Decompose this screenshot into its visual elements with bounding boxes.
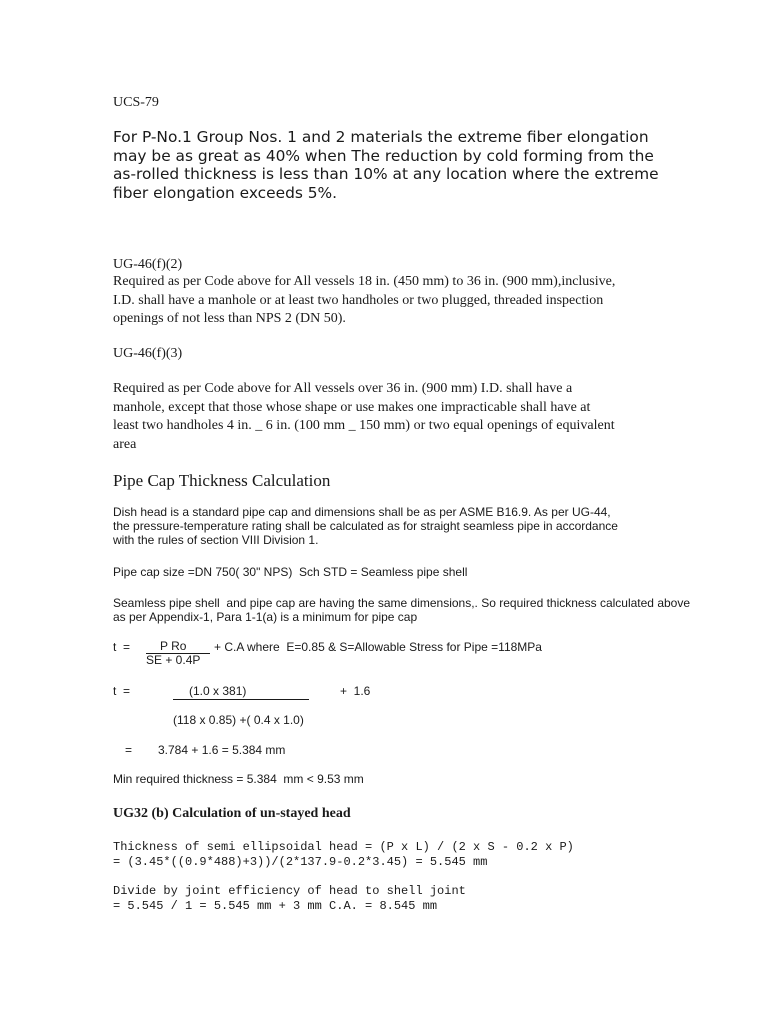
pipe-cap-paragraph-3: Seamless pipe shell and pipe cap are having the same dimensions,. So required thickness calculated above as per Appendix-1, Para 1-1(a) is a minimum for pipe cap xyxy=(113,596,691,624)
formula1-rest: + C.A where E=0.85 & S=Allowable Stress for Pipe =118MPa xyxy=(214,640,542,654)
pipe-cap-paragraph-1: Dish head is a standard pipe cap and dimensions shall be as per ASME B16.9. As per UG-44, the pressure-temperature rating shall be calculated as for straight seamless pipe in accordance with the rules of section VIII Division 1. xyxy=(113,505,618,547)
pipe-cap-title: Pipe Cap Thickness Calculation xyxy=(113,471,331,490)
ucs79-heading: UCS-79 xyxy=(113,95,159,110)
result-equals: = xyxy=(125,743,133,757)
ug46f3-heading: UG-46(f)(3) xyxy=(113,346,183,361)
result-value: 3.784 + 1.6 = 5.384 mm xyxy=(158,743,286,757)
ug46f3-paragraph: Required as per Code above for All vessels over 36 in. (900 mm) I.D. shall have a manhole, except that those whose shape or use makes one impracticable shall have at least two handholes 4 in. _ 6 in. (100 mm _ 150 mm) or two equal openings of equivalent area xyxy=(113,381,615,452)
formula2-numerator: (1.0 x 381) xyxy=(189,684,247,698)
formula1-lhs: t = xyxy=(113,640,131,654)
formula2-plus: + 1.6 xyxy=(340,684,371,698)
ug32-title: UG32 (b) Calculation of un-stayed head xyxy=(113,806,351,821)
ug46f2-heading: UG-46(f)(2) xyxy=(113,257,183,272)
formula1-denominator: SE + 0.4P xyxy=(146,653,201,667)
formula2-fraction-bar xyxy=(173,699,309,700)
formula2-denominator: (118 x 0.85) +( 0.4 x 1.0) xyxy=(173,713,304,727)
ucs79-paragraph: For P-No.1 Group Nos. 1 and 2 materials the extreme fiber elongation may be as great as 40% when The reduction by cold forming from the as-rolled thickness is less than 10% at any location where the extreme fiber elongation exceeds 5%. xyxy=(113,128,659,202)
formula1-numerator: P Ro xyxy=(160,639,187,653)
ug46f2-paragraph: Required as per Code above for All vessels 18 in. (450 mm) to 36 in. (900 mm),inclusive, I.D. shall have a manhole or at least two handholes or two plugged, threaded inspection openings of not less than NPS 2 (DN 50). xyxy=(113,274,616,326)
ug32-joint-efficiency: Divide by joint efficiency of head to shell joint = 5.545 / 1 = 5.545 mm + 3 mm C.A. = 8.545 mm xyxy=(113,884,466,913)
pipe-cap-size: Pipe cap size =DN 750( 30" NPS) Sch STD = Seamless pipe shell xyxy=(113,565,468,579)
formula2-lhs: t = xyxy=(113,684,131,698)
ug32-thickness-formula: Thickness of semi ellipsoidal head = (P x L) / (2 x S - 0.2 x P) = (3.45*((0.9*488)+3))/(2*137.9-0.2*3.45) = 5.545 mm xyxy=(113,840,574,869)
min-required-thickness: Min required thickness = 5.384 mm < 9.53 mm xyxy=(113,772,364,786)
